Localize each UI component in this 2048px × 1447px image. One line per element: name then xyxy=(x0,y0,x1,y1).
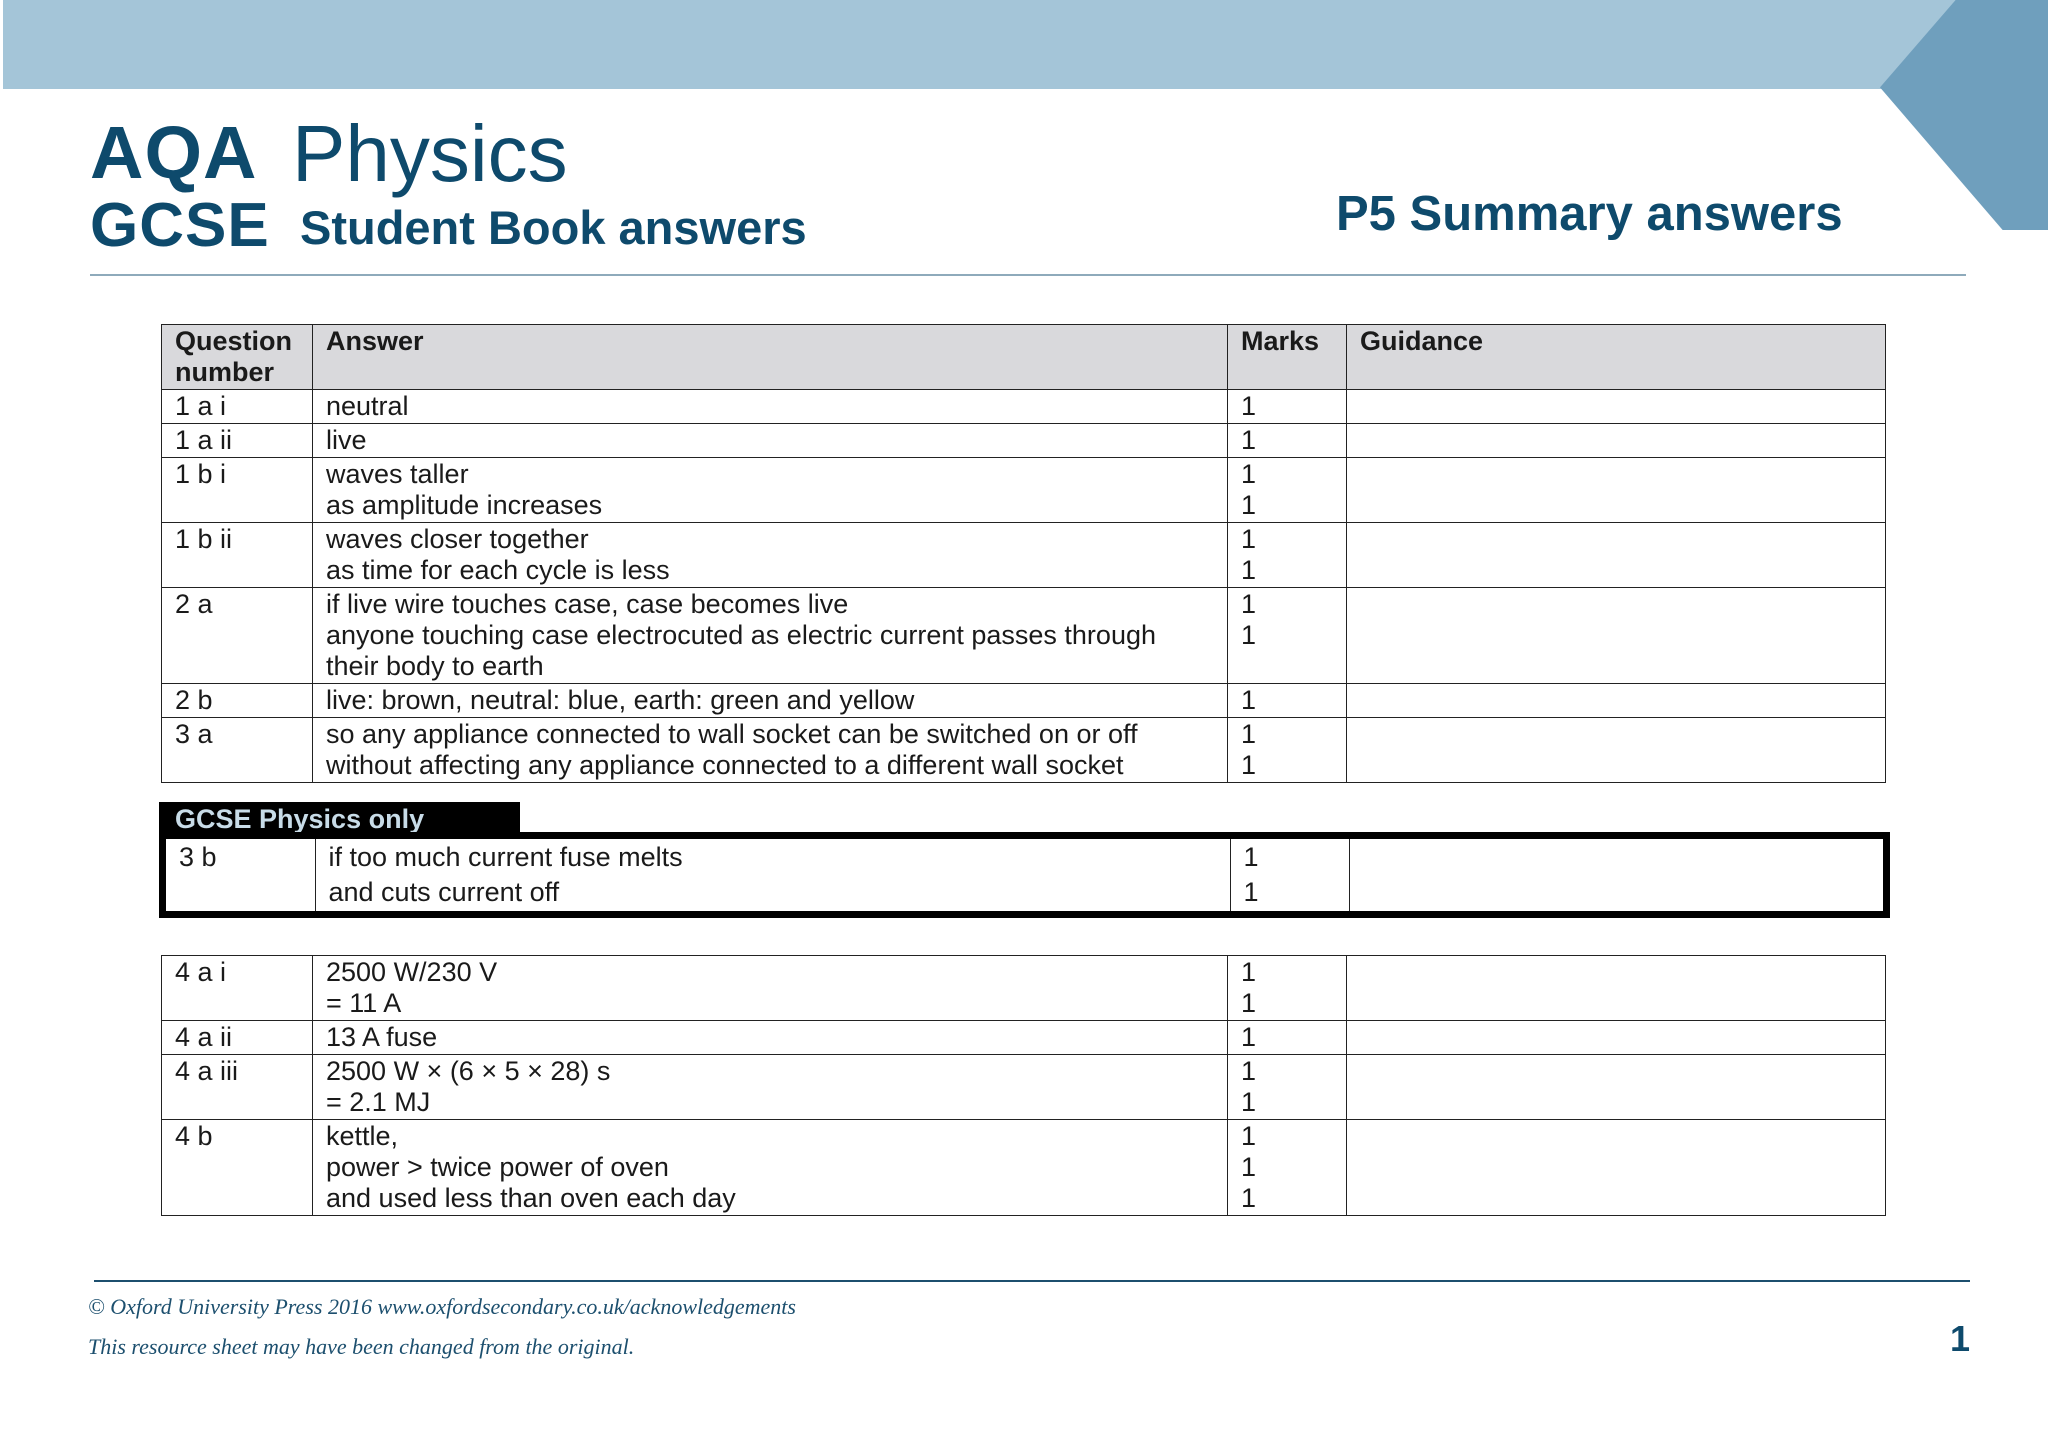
marks-cell xyxy=(1228,523,1347,588)
answer-cell xyxy=(313,424,1228,458)
table-row xyxy=(166,839,1883,911)
footer-copyright: © Oxford University Press 2016 www.oxfordsecondary.co.uk/acknowledgements xyxy=(88,1294,796,1319)
answer-cell-line: live xyxy=(326,425,367,455)
answer-cell xyxy=(313,588,1228,684)
marks-cell-line: 1 xyxy=(1241,425,1257,455)
physics-only-box xyxy=(159,832,1890,918)
table-row xyxy=(162,458,1886,523)
guidance-cell xyxy=(1347,458,1886,523)
marks-cell xyxy=(1228,1055,1347,1120)
table-row xyxy=(162,523,1886,588)
question-cell: 1 a ii xyxy=(162,424,313,458)
marks-cell-line: 1 xyxy=(1243,842,1259,872)
answer-cell xyxy=(313,458,1228,523)
page-number: 1 xyxy=(1950,1318,1971,1359)
header-marks: Marks xyxy=(1228,325,1347,390)
answer-cell xyxy=(315,839,1230,911)
page-title: P5 Summary answers xyxy=(1336,187,1843,241)
answer-cell xyxy=(313,1055,1228,1120)
question-cell: 3 a xyxy=(162,718,313,783)
marks-cell xyxy=(1228,424,1347,458)
question-cell: 3 b xyxy=(166,839,315,911)
table-row xyxy=(162,1021,1886,1055)
question-cell: 4 a iii xyxy=(162,1055,313,1120)
marks-cell-line: 1 xyxy=(1241,524,1257,554)
marks-cell-line: 1 xyxy=(1241,490,1257,520)
marks-cell-line: 1 xyxy=(1241,459,1257,489)
answer-cell-line: as amplitude increases xyxy=(326,490,603,520)
brand-subtitle: Student Book answers xyxy=(300,201,807,254)
table-row xyxy=(162,588,1886,684)
footer-divider xyxy=(94,1280,1970,1282)
table-body-1 xyxy=(162,390,1886,783)
guidance-cell xyxy=(1347,1021,1886,1055)
header-divider xyxy=(90,274,1966,276)
answers-table-main xyxy=(161,324,1886,783)
marks-cell-line: 1 xyxy=(1241,391,1257,421)
marks-cell xyxy=(1228,684,1347,718)
question-cell: 4 a ii xyxy=(162,1021,313,1055)
marks-cell-line: 1 xyxy=(1241,1022,1257,1052)
answer-cell-line: and used less than oven each day xyxy=(326,1183,736,1213)
question-cell: 1 b ii xyxy=(162,523,313,588)
marks-cell-line: 1 xyxy=(1241,750,1257,780)
answer-cell-line: anyone touching case electrocuted as electric current passes through their body to earth xyxy=(326,620,1156,681)
marks-cell xyxy=(1228,588,1347,684)
top-banner xyxy=(3,0,2048,89)
answer-cell xyxy=(313,1120,1228,1216)
answer-cell-line: 2500 W × (6 × 5 × 28) s xyxy=(326,1056,611,1086)
guidance-cell xyxy=(1347,956,1886,1021)
guidance-cell xyxy=(1347,1120,1886,1216)
answers-table-physics-only xyxy=(166,839,1883,911)
header-question: Question number xyxy=(162,325,313,390)
brand-gcse: GCSE xyxy=(90,191,270,260)
table-row xyxy=(162,718,1886,783)
answer-cell-line: waves closer together xyxy=(326,524,589,554)
answer-cell-line: if live wire touches case, case becomes live xyxy=(326,589,849,619)
marks-cell-line: 1 xyxy=(1241,719,1257,749)
marks-cell xyxy=(1228,1021,1347,1055)
marks-cell-line: 1 xyxy=(1243,877,1259,907)
table-row xyxy=(162,684,1886,718)
marks-cell xyxy=(1228,458,1347,523)
answer-cell-line: = 2.1 MJ xyxy=(326,1087,431,1117)
section-label: GCSE Physics only xyxy=(159,802,520,836)
answer-cell xyxy=(313,956,1228,1021)
table-row xyxy=(162,1120,1886,1216)
footer-note: This resource sheet may have been changed from the original. xyxy=(88,1334,635,1359)
answer-cell xyxy=(313,523,1228,588)
marks-cell-line: 1 xyxy=(1241,620,1257,650)
answer-cell-line: live: brown, neutral: blue, earth: green and yellow xyxy=(326,685,915,715)
answer-cell-line: neutral xyxy=(326,391,409,421)
answer-cell-line: 13 A fuse xyxy=(326,1022,438,1052)
answer-cell-line: kettle, xyxy=(326,1121,399,1151)
answer-cell-line: power > twice power of oven xyxy=(326,1152,669,1182)
marks-cell-line: 1 xyxy=(1241,555,1257,585)
question-cell: 2 a xyxy=(162,588,313,684)
guidance-cell xyxy=(1347,588,1886,684)
marks-cell xyxy=(1230,839,1349,911)
marks-cell-line: 1 xyxy=(1241,1121,1257,1151)
question-cell: 1 b i xyxy=(162,458,313,523)
marks-cell-line: 1 xyxy=(1241,1152,1257,1182)
table-row xyxy=(162,390,1886,424)
table-row xyxy=(162,1055,1886,1120)
answers-table-4 xyxy=(161,955,1886,1216)
marks-cell-line: 1 xyxy=(1241,589,1257,619)
marks-cell-line: 1 xyxy=(1241,685,1257,715)
answer-cell-line: so any appliance connected to wall socket can be switched on or off xyxy=(326,719,1138,749)
brand-aqa: AQA xyxy=(90,111,258,194)
answer-cell-line: 2500 W/230 V xyxy=(326,957,498,987)
answer-cell-line: = 11 A xyxy=(326,988,402,1018)
answer-cell-line: and cuts current off xyxy=(328,877,560,907)
guidance-cell xyxy=(1349,839,1883,911)
marks-cell-line: 1 xyxy=(1241,1183,1257,1213)
question-cell: 4 a i xyxy=(162,956,313,1021)
answer-cell-line: without affecting any appliance connected to a different wall socket xyxy=(326,750,1124,780)
question-cell: 1 a i xyxy=(162,390,313,424)
marks-cell-line: 1 xyxy=(1241,1056,1257,1086)
answer-cell xyxy=(313,718,1228,783)
header-guidance: Guidance xyxy=(1347,325,1886,390)
marks-cell-line: 1 xyxy=(1241,988,1257,1018)
marks-cell xyxy=(1228,1120,1347,1216)
table-header-row xyxy=(162,325,1886,390)
guidance-cell xyxy=(1347,424,1886,458)
marks-cell xyxy=(1228,956,1347,1021)
question-cell: 4 b xyxy=(162,1120,313,1216)
answer-cell-line: as time for each cycle is less xyxy=(326,555,670,585)
answer-cell-line: if too much current fuse melts xyxy=(328,842,683,872)
marks-cell xyxy=(1228,718,1347,783)
answer-cell xyxy=(313,1021,1228,1055)
header-answer: Answer xyxy=(313,325,1228,390)
answer-cell-line: waves taller xyxy=(326,459,469,489)
answer-cell xyxy=(313,684,1228,718)
table-row xyxy=(162,956,1886,1021)
marks-cell-line: 1 xyxy=(1241,1087,1257,1117)
guidance-cell xyxy=(1347,390,1886,424)
guidance-cell xyxy=(1347,684,1886,718)
marks-cell-line: 1 xyxy=(1241,957,1257,987)
guidance-cell xyxy=(1347,718,1886,783)
table-body-3 xyxy=(162,956,1886,1216)
brand-physics: Physics xyxy=(292,109,568,198)
question-cell: 2 b xyxy=(162,684,313,718)
table-body-2 xyxy=(166,839,1883,911)
marks-cell xyxy=(1228,390,1347,424)
answer-cell xyxy=(313,390,1228,424)
guidance-cell xyxy=(1347,523,1886,588)
table-row xyxy=(162,424,1886,458)
guidance-cell xyxy=(1347,1055,1886,1120)
